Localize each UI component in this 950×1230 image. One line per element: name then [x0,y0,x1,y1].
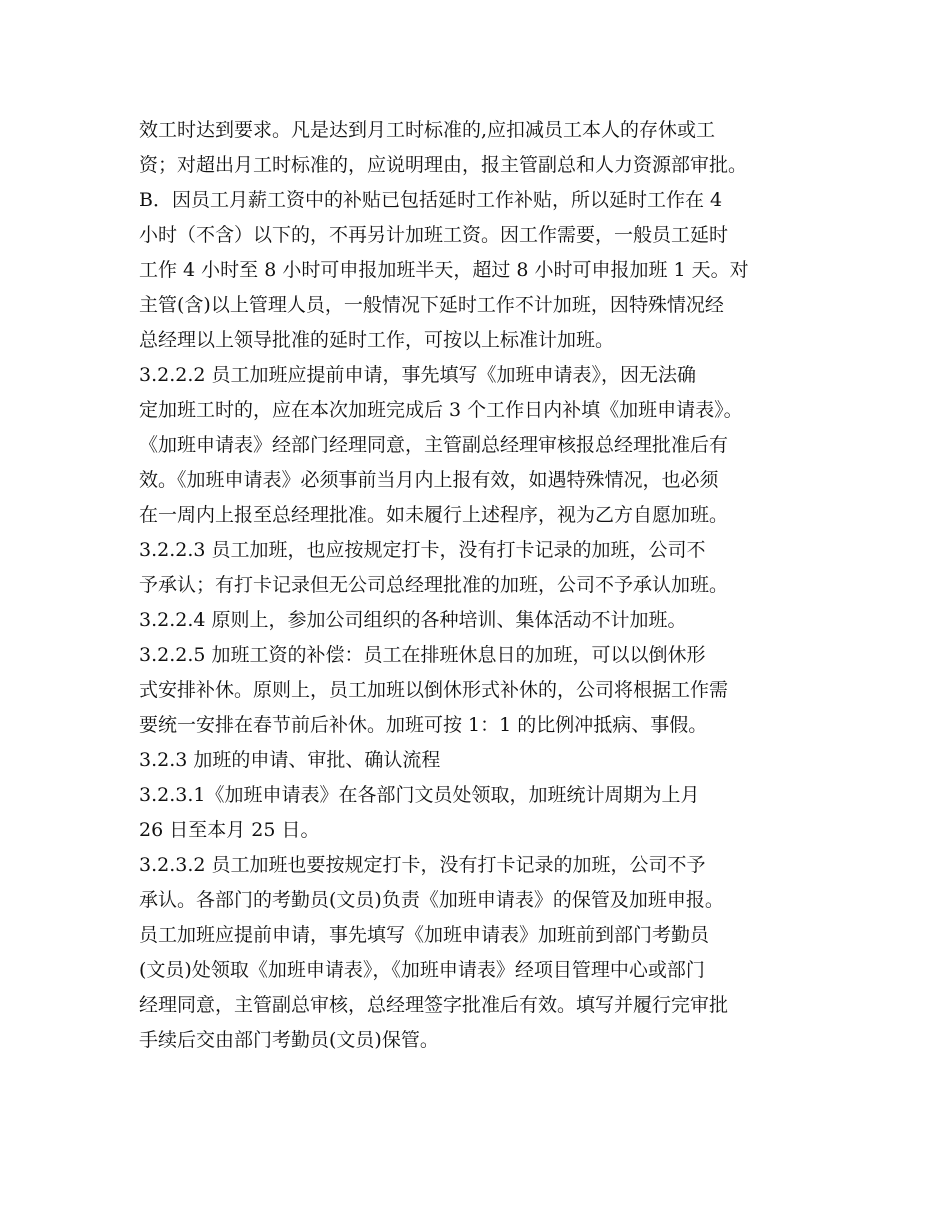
text-line: 要统一安排在春节前后补休。加班可按 1：1 的比例冲抵病、事假。 [139,714,708,736]
text-line: 小时（不含）以下的，不再另计加班工资。因工作需要，一般员工延时 [139,224,729,246]
text-line: 经理同意，主管副总审核，总经理签字批准后有效。填写并履行完审批 [139,994,729,1016]
text-line: 3.2.2.5 加班工资的补偿：员工在排班休息日的加班，可以以倒休形 [139,644,706,666]
text-line: 定加班工时的，应在本次加班完成后 3 个工作日内补填《加班申请表》。 [139,399,743,421]
text-line: 主管(含)以上管理人员，一般情况下延时工作不计加班，因特殊情况经 [139,294,724,316]
text-line: (文员)处领取《加班申请表》，《加班申请表》经项目管理中心或部门 [139,959,705,981]
text-line: 效工时达到要求。凡是达到月工时标准的,应扣减员工本人的存休或工 [139,119,716,141]
text-line: 予承认；有打卡记录但无公司总经理批准的加班，公司不予承认加班。 [139,574,729,596]
text-line: 3.2.2.3 员工加班，也应按规定打卡，没有打卡记录的加班，公司不 [139,539,706,561]
text-line: 员工加班应提前申请，事先填写《加班申请表》加班前到部门考勤员 [139,924,710,946]
text-line: 26 日至本月 25 日。 [139,819,320,841]
text-line: 总经理以上领导批准的延时工作，可按以上标准计加班。 [139,329,615,351]
text-line: 3.2.2.2 员工加班应提前申请，事先填写《加班申请表》，因无法确 [139,364,697,386]
text-line: 3.2.2.4 原则上，参加公司组织的各种培训、集体活动不计加班。 [139,609,687,631]
text-line: 3.2.3.1《加班申请表》在各部门文员处领取，加班统计周期为上月 [139,784,700,806]
text-line: 式安排补休。原则上，员工加班以倒休形式补休的，公司将根据工作需 [139,679,729,701]
text-line: B．因员工月薪工资中的补贴已包括延时工作补贴，所以延时工作在 4 [139,189,723,211]
text-line: 效。《加班申请表》必须事前当月内上报有效，如遇特殊情况，也必须 [139,469,719,491]
text-line: 手续后交由部门考勤员(文员)保管。 [139,1029,439,1051]
text-line: 资；对超出月工时标准的，应说明理由，报主管副总和人力资源部审批。 [139,154,748,176]
document-body [139,113,839,1058]
text-line: 承认。各部门的考勤员(文员)负责《加班申请表》的保管及加班申报。 [139,889,724,911]
section-heading: 3.2.3 加班的申请、审批、确认流程 [139,749,441,771]
text-line: 工作 4 小时至 8 小时可申报加班半天，超过 8 小时可申报加班 1 天。对 [139,259,749,281]
text-line: 3.2.3.2 员工加班也要按规定打卡，没有打卡记录的加班，公司不予 [139,854,706,876]
text-line: 《加班申请表》经部门经理同意，主管副总经理审核报总经理批准后有 [139,434,729,456]
text-line: 在一周内上报至总经理批准。如未履行上述程序，视为乙方自愿加班。 [139,504,729,526]
